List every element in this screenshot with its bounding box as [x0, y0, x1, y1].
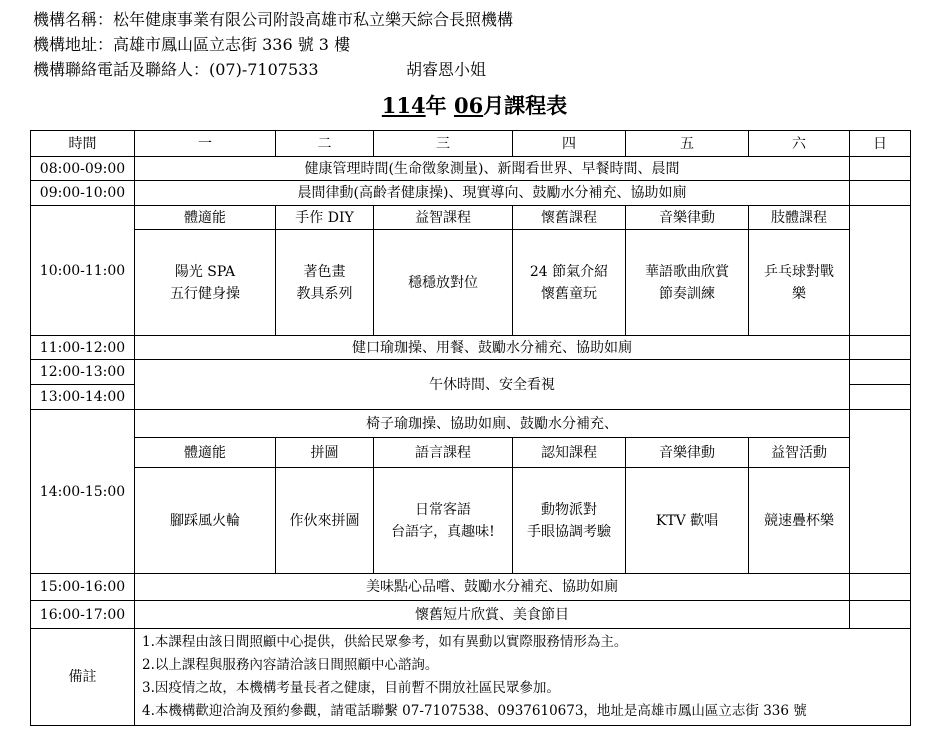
row-1400-header	[31, 410, 911, 438]
org-name: 機構名稱：松年健康事業有限公司附設高雄市私立樂天綜合長照機構	[33, 10, 514, 29]
org-contact-phone: 機構聯絡電話及聯絡人：(07)-7107533	[33, 60, 319, 79]
activity-cell: 健口瑜珈操、用餐、鼓勵水分補充、協助如廁	[135, 336, 850, 360]
time-cell: 16:00-17:00	[31, 601, 135, 629]
note-item: 1.本課程由該日間照顧中心提供，供給民眾參考，如有異動以實際服務情形為主。	[142, 634, 628, 650]
activity-cell: 乒乓球對戰 樂	[749, 230, 850, 336]
category-cell: 益智課程	[374, 206, 513, 230]
sunday-cell	[850, 410, 911, 574]
time-cell: 13:00-14:00	[31, 385, 135, 410]
activity-cell: 著色畫 教具系列	[276, 230, 374, 336]
col-wed: 三	[374, 131, 513, 157]
contact-person: 胡睿恩小姐	[406, 60, 487, 79]
activity-cell: 陽光 SPA 五行健身操	[135, 230, 276, 336]
title-month-suffix: 月課程表	[483, 93, 568, 118]
col-fri: 五	[626, 131, 749, 157]
sunday-cell	[850, 385, 911, 410]
category-cell: 音樂律動	[626, 206, 749, 230]
activity-cell: 作伙來拼圖	[276, 468, 374, 574]
row-1600	[31, 601, 911, 629]
header-row	[31, 131, 911, 157]
sunday-cell	[850, 574, 911, 601]
row-1000-categories	[31, 206, 911, 230]
row-1400-activities	[31, 468, 911, 574]
activity-cell: 24 節氣介紹 懷舊童玩	[513, 230, 626, 336]
row-1000-activities	[31, 230, 911, 336]
notes-label: 備註	[31, 629, 135, 726]
col-mon: 一	[135, 131, 276, 157]
category-cell: 拼圖	[276, 438, 374, 468]
page-title	[0, 92, 949, 120]
time-cell: 11:00-12:00	[31, 336, 135, 360]
schedule-table	[30, 130, 911, 726]
activity-cell: 懷舊短片欣賞、美食節目	[135, 601, 850, 629]
time-cell: 15:00-16:00	[31, 574, 135, 601]
time-cell: 09:00-10:00	[31, 181, 135, 206]
time-cell: 08:00-09:00	[31, 157, 135, 181]
category-cell: 手作 DIY	[276, 206, 374, 230]
category-cell: 肢體課程	[749, 206, 850, 230]
category-cell: 認知課程	[513, 438, 626, 468]
col-time: 時間	[31, 131, 135, 157]
title-year-suffix: 年	[425, 93, 447, 118]
note-item: 3.因疫情之故，本機構考量長者之健康，目前暫不開放社區民眾參加。	[142, 680, 560, 696]
time-cell: 12:00-13:00	[31, 360, 135, 385]
title-month: 06	[453, 93, 484, 118]
row-0900	[31, 181, 911, 206]
col-thu: 四	[513, 131, 626, 157]
row-0800	[31, 157, 911, 181]
category-cell: 體適能	[135, 206, 276, 230]
notes-row	[31, 629, 911, 726]
activity-cell: 華語歌曲欣賞 節奏訓練	[626, 230, 749, 336]
sunday-cell	[850, 181, 911, 206]
note-item: 4.本機構歡迎洽詢及預約參觀，請電話聯繫 07-7107538、0937610673，地址是高雄市鳳山區立志街 336 號	[142, 703, 807, 719]
notes-cell	[135, 629, 911, 726]
category-cell: 益智活動	[749, 438, 850, 468]
col-sun: 日	[850, 131, 911, 157]
activity-cell: 動物派對 手眼協調考驗	[513, 468, 626, 574]
activity-cell: 美味點心品嚐、鼓勵水分補充、協助如廁	[135, 574, 850, 601]
activity-cell: 晨間律動(高齡者健康操)、現實導向、鼓勵水分補充、協助如廁	[135, 181, 850, 206]
category-cell: 體適能	[135, 438, 276, 468]
title-year: 114	[381, 93, 426, 118]
category-cell: 語言課程	[374, 438, 513, 468]
sunday-cell	[850, 336, 911, 360]
sunday-cell	[850, 206, 911, 336]
activity-cell: 日常客語 台語字，真趣味!	[374, 468, 513, 574]
activity-cell: 腳踩風火輪	[135, 468, 276, 574]
row-1400-categories	[31, 438, 911, 468]
time-cell: 14:00-15:00	[31, 410, 135, 574]
category-cell: 懷舊課程	[513, 206, 626, 230]
activity-cell: 午休時間、安全看視	[135, 360, 850, 410]
time-cell: 10:00-11:00	[31, 206, 135, 336]
sunday-cell	[850, 601, 911, 629]
activity-cell: 競速疊杯樂	[749, 468, 850, 574]
org-address: 機構地址：高雄市鳳山區立志街 336 號 3 樓	[33, 35, 351, 54]
note-item: 2.以上課程與服務內容請洽該日間照顧中心諮詢。	[142, 657, 439, 673]
row-1200	[31, 360, 911, 385]
row-1100	[31, 336, 911, 360]
category-cell: 音樂律動	[626, 438, 749, 468]
row-1500	[31, 574, 911, 601]
activity-cell: 健康管理時間(生命徵象測量)、新聞看世界、早餐時間、晨間	[135, 157, 850, 181]
col-sat: 六	[749, 131, 850, 157]
activity-cell: 穩穩放對位	[374, 230, 513, 336]
sunday-cell	[850, 360, 911, 385]
col-tue: 二	[276, 131, 374, 157]
activity-cell: 椅子瑜珈操、協助如廁、鼓勵水分補充、	[135, 410, 850, 438]
sunday-cell	[850, 157, 911, 181]
activity-cell: KTV 歡唱	[626, 468, 749, 574]
